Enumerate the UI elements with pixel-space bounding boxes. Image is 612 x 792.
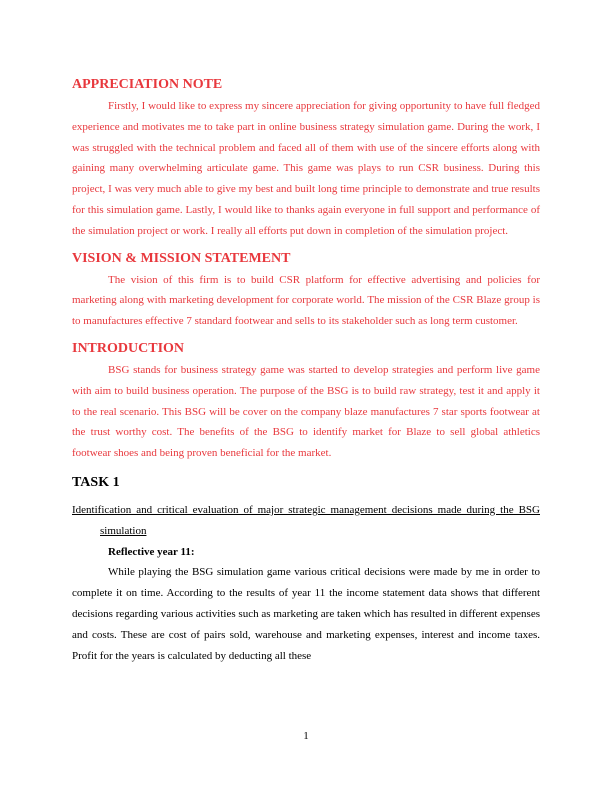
introduction-heading: INTRODUCTION xyxy=(72,340,185,356)
task1-paragraph: While playing the BSG simulation game various critical decisions were made by me in order to complete it on time. According to the results of year 11 the income statement data shows that different decisions regarding various activities such as marketing are taken which has resulted in different expenses and costs. These are cost of pairs sold, warehouse and marketing expenses, interest and income taxes. Profit for the years is calculated by deducting all these xyxy=(72,566,540,662)
task1-heading: TASK 1 xyxy=(72,474,120,490)
vision-paragraph: The vision of this firm is to build CSR platform for effective advertising and policies for marketing along with marketing development for corporate world. The mission of the CSR Blaze group is to manufactures effective 7 standard footwear and sells to its stakeholder such as long term customer. xyxy=(72,273,540,328)
appreciation-paragraph: Firstly, I would like to express my sincere appreciation for giving opportunity to have full fledged experience and motivates me to take part in online business strategy simulation game. During the work, I was struggled with the technical problem and faced all of them with use of the sincere efforts along with gaining many overwhelming articulate game. This game was plays to run CSR business. During this project, I was very much able to give my best and built long time principle to demonstrate and true results for this simulation game. Lastly, I would like to thanks again everyone in full support and performance of the simulation project or work. I really all efforts put down in completion of the simulation project. xyxy=(72,100,540,237)
appreciation-heading: APPRECIATION NOTE xyxy=(72,77,223,92)
introduction-paragraph: BSG stands for business strategy game was started to develop strategies and perform live game with aim to build business operation. The purpose of the BSG is to build raw strategy, test it and apply it to the real scenario. This BSG will be cover on the company blaze manufactures 7 star sports footwear at the trust worthy cost. The benefits of the BSG to identify market for Blaze to sell global athletics footwear shoes and being proven beneficial for the market. xyxy=(72,363,540,460)
page-number: 1 xyxy=(303,730,309,742)
reflective-year-label: Reflective year 11: xyxy=(108,545,195,558)
vision-heading: VISION & MISSION STATEMENT xyxy=(72,250,291,266)
task1-subheading: Identification and critical evaluation of major strategic management decisions made during the BSG simulation xyxy=(72,503,540,537)
page-content xyxy=(72,74,540,666)
